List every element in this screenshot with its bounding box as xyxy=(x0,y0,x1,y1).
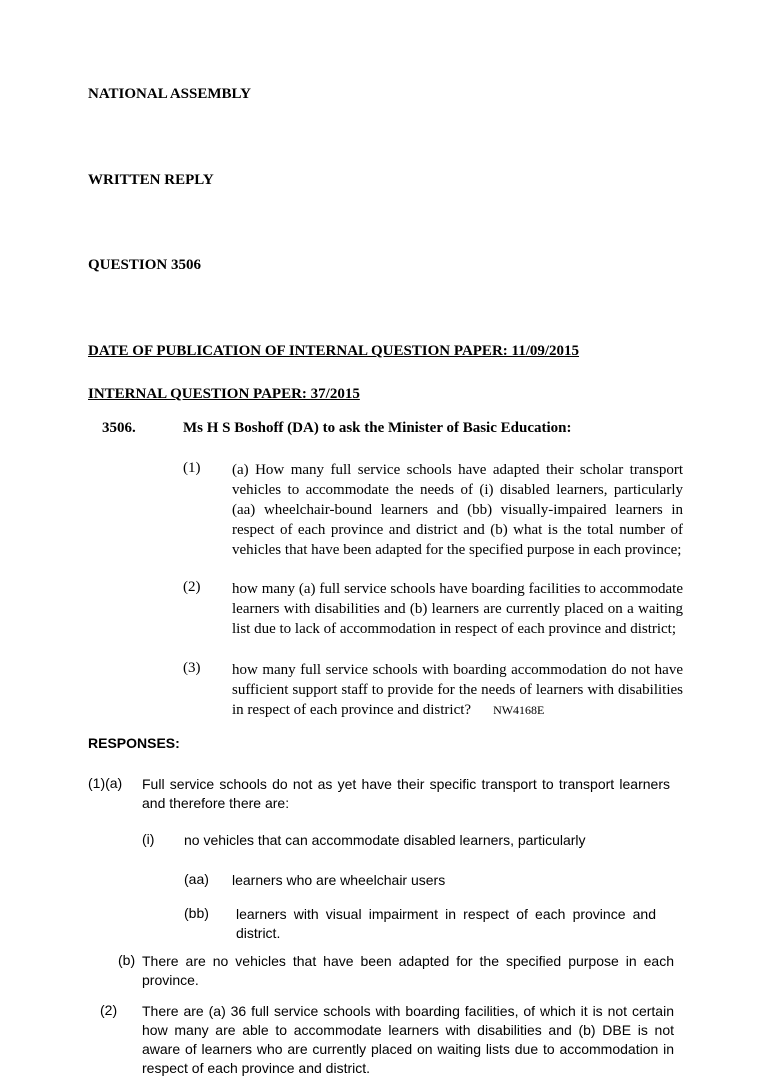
publication-date-heading: DATE OF PUBLICATION OF INTERNAL QUESTION PAPER: 11/09/2015 xyxy=(88,343,580,359)
response-label: (2) xyxy=(100,1002,118,1018)
question-asker: Ms H S Boshoff (DA) to ask the Minister of Basic Education: xyxy=(183,420,572,436)
responses-heading: RESPONSES: xyxy=(88,735,180,751)
question-reference-code: NW4168E xyxy=(493,703,545,717)
question-number: 3506. xyxy=(102,420,136,436)
assembly-heading: NATIONAL ASSEMBLY xyxy=(88,86,251,102)
response-label: (bb) xyxy=(184,905,209,921)
response-label: (aa) xyxy=(184,871,209,887)
response-text: Full service schools do not as yet have their specific transport to transport learners and therefore there are: xyxy=(142,776,670,811)
response-label: (b) xyxy=(118,952,136,968)
response-text: learners who are wheelchair users xyxy=(232,872,446,888)
question-part-label: (2) xyxy=(183,579,201,595)
internal-paper-heading: INTERNAL QUESTION PAPER: 37/2015 xyxy=(88,386,360,402)
response-label: (i) xyxy=(142,831,155,847)
reply-type-heading: WRITTEN REPLY xyxy=(88,172,214,188)
response-text: no vehicles that can accommodate disabled learners, particularly xyxy=(184,832,586,848)
question-part-text: how many full service schools with boarding accommodation do not have sufficient support staff to provide for the needs of learners with disabilities in respect of each province and district? xyxy=(232,662,683,718)
question-part-label: (1) xyxy=(183,460,201,476)
response-text: There are no vehicles that have been adapted for the specified purpose in each province. xyxy=(142,953,674,988)
question-part-text: how many (a) full service schools have boarding facilities to accommodate learners with disabilities and (b) learners are currently placed on a waiting list due to lack of accommodation in respect of each province and district; xyxy=(232,581,683,637)
question-part-label: (3) xyxy=(183,660,201,676)
question-part-text: (a) How many full service schools have adapted their scholar transport vehicles to accommodate the needs of (i) disabled learners, particularly (aa) wheelchair-bound learners and (bb) visually-impaired learners in respect of each province and district and (b) what is the total number of vehicles that have been adapted for the specified purpose in each province; xyxy=(232,462,683,558)
response-text: There are (a) 36 full service schools with boarding facilities, of which it is not certain how many are able to accommodate learners with disabilities and (b) DBE is not aware of learners who are currently placed on waiting lists due to accommodation in respect of each province and district. xyxy=(142,1003,674,1076)
response-label: (1)(a) xyxy=(88,775,123,791)
response-text: learners with visual impairment in respect of each province and district. xyxy=(236,906,656,941)
question-part-text-block xyxy=(232,660,683,720)
question-heading: QUESTION 3506 xyxy=(88,257,201,273)
